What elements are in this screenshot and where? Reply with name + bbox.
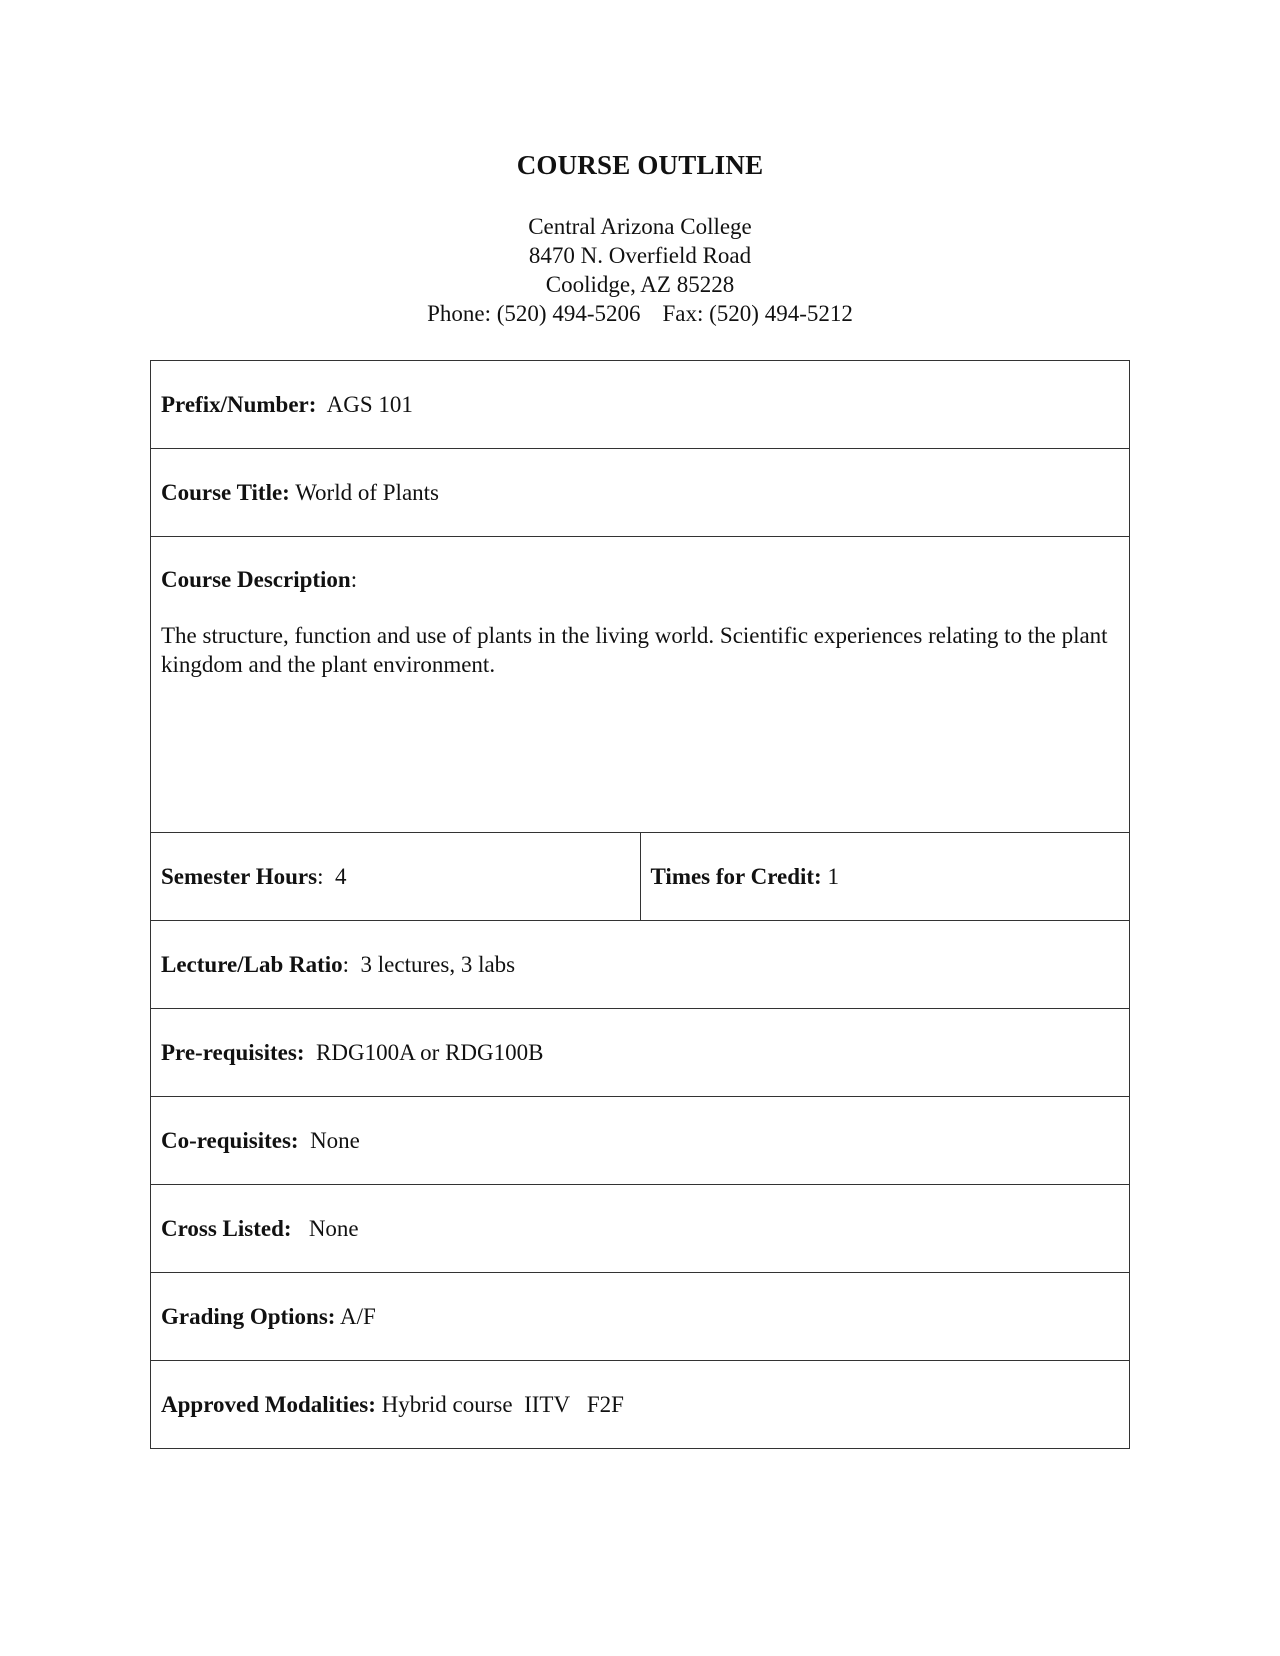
times-for-credit-value: 1 bbox=[827, 863, 839, 889]
college-address-block bbox=[0, 212, 1280, 328]
course-description-text: The structure, function and use of plants in the living world. Scientific experiences relating to the plant kingdom and the plant environment. bbox=[161, 623, 1108, 677]
course-description-label-suffix: : bbox=[350, 567, 358, 592]
row-course-title bbox=[151, 449, 1130, 537]
grading-options-value: A/F bbox=[339, 1303, 376, 1329]
prerequisites-value: RDG100A or RDG100B bbox=[316, 1039, 544, 1065]
course-title-value: World of Plants bbox=[295, 479, 439, 505]
course-outline-table bbox=[150, 360, 1130, 1449]
times-for-credit-label: Times for Credit: bbox=[650, 863, 822, 889]
row-prefix-number bbox=[151, 361, 1130, 449]
page-title: COURSE OUTLINE bbox=[516, 150, 764, 180]
course-description-cell bbox=[151, 537, 1130, 833]
semester-hours-label-suffix: : bbox=[317, 863, 324, 889]
row-cross-listed bbox=[151, 1185, 1130, 1273]
cross-listed-value: None bbox=[308, 1215, 359, 1241]
course-title-label: Course Title: bbox=[161, 479, 290, 505]
prefix-number-label: Prefix/Number: bbox=[161, 391, 317, 417]
row-hours-credit bbox=[151, 833, 1130, 921]
approved-modalities-label: Approved Modalities: bbox=[161, 1391, 376, 1417]
prerequisites-cell bbox=[151, 1009, 1130, 1097]
approved-modalities-value: Hybrid course IITV F2F bbox=[381, 1391, 624, 1417]
lecture-lab-ratio-cell bbox=[151, 921, 1130, 1009]
grading-options-label: Grading Options: bbox=[161, 1303, 336, 1329]
row-approved-modalities bbox=[151, 1361, 1130, 1449]
semester-hours-label: Semester Hours bbox=[161, 863, 318, 889]
cross-listed-label: Cross Listed: bbox=[161, 1215, 292, 1241]
cross-listed-cell bbox=[151, 1185, 1130, 1273]
lecture-lab-ratio-label: Lecture/Lab Ratio bbox=[161, 951, 343, 977]
college-contact-line bbox=[0, 299, 1280, 328]
corequisites-value: None bbox=[310, 1127, 360, 1153]
prerequisites-label: Pre-requisites: bbox=[161, 1039, 305, 1065]
lecture-lab-ratio-label-suffix: : bbox=[342, 951, 350, 977]
college-phone: Phone: (520) 494-5206 bbox=[427, 301, 641, 326]
times-for-credit-cell bbox=[640, 833, 1130, 921]
approved-modalities-cell bbox=[151, 1361, 1130, 1449]
row-prerequisites bbox=[151, 1009, 1130, 1097]
prefix-number-value: AGS 101 bbox=[326, 391, 413, 417]
row-corequisites bbox=[151, 1097, 1130, 1185]
semester-hours-value: 4 bbox=[334, 863, 347, 889]
grading-options-cell bbox=[151, 1273, 1130, 1361]
row-grading-options bbox=[151, 1273, 1130, 1361]
college-fax: Fax: (520) 494-5212 bbox=[662, 301, 853, 326]
course-title-cell bbox=[151, 449, 1130, 537]
corequisites-label: Co-requisites: bbox=[161, 1127, 299, 1153]
course-description-label: Course Description bbox=[161, 567, 351, 592]
semester-hours-cell bbox=[151, 833, 641, 921]
prefix-number-cell bbox=[151, 361, 1130, 449]
corequisites-cell bbox=[151, 1097, 1130, 1185]
college-street: 8470 N. Overfield Road bbox=[528, 243, 752, 268]
row-course-description bbox=[151, 537, 1130, 833]
college-name: Central Arizona College bbox=[528, 214, 752, 239]
row-lecture-lab-ratio bbox=[151, 921, 1130, 1009]
college-city-line: Coolidge, AZ 85228 bbox=[545, 272, 735, 297]
lecture-lab-ratio-value: 3 lectures, 3 labs bbox=[360, 951, 516, 977]
